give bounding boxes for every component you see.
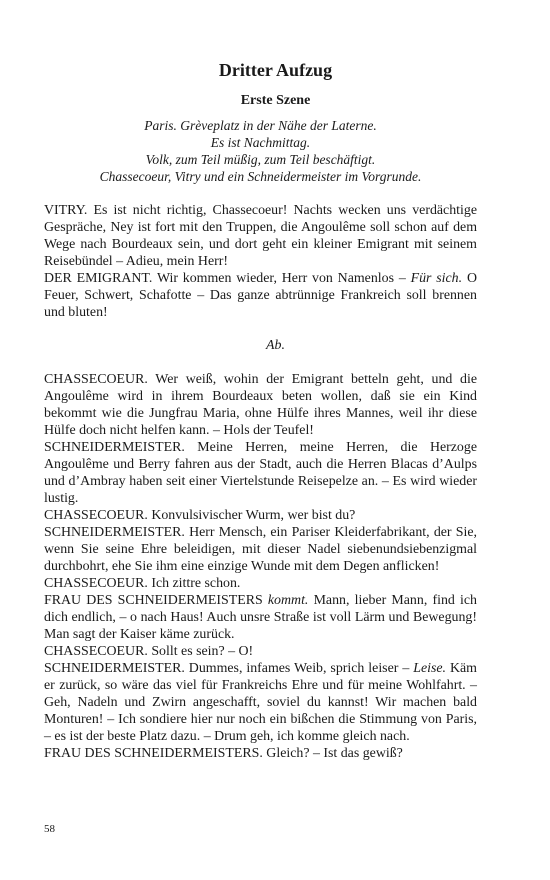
stage-direction-inline: Leise. <box>413 661 447 676</box>
page-number: 58 <box>44 823 55 835</box>
dialogue-text: Mann, lieber Mann, find ich dich endlich, – o nach Haus! Auch unsre Straße ist voll Lärm und Bewegung! Man sagt der Kaiser käme zurück. <box>44 593 477 642</box>
dialogue-line <box>44 745 477 762</box>
speaker-name: FRAU DES SCHNEIDERMEISTERS. <box>44 746 263 761</box>
dialogue-line <box>44 202 477 270</box>
page-content <box>44 60 477 762</box>
dialogue-text: Käm er zurück, so wäre das viel für Frankreichs Ehre und für meine Wohlfahrt. – Geh, Nadeln und Zwirn angeschafft, soviel du kannst! Wir machen bald Monturen! – Ich sondiere hier nur noch ein bißchen die Stimmung von Paris, – es ist der beste Platz dazu. – Drum geh, ich komme gleich nach. <box>44 661 477 744</box>
dialogue-line <box>44 660 477 745</box>
speaker-name: CHASSECOEUR. <box>44 372 148 387</box>
dialogue-line <box>44 507 477 524</box>
setting-line: Volk, zum Teil müßig, zum Teil beschäftigt. <box>145 152 376 167</box>
dialogue-text: Gleich? – Ist das gewiß? <box>266 746 403 761</box>
dialogue-text: Dummes, infames Weib, sprich leiser – <box>188 661 410 676</box>
act-title: Dritter Aufzug <box>218 60 333 80</box>
dialogue-text: Wer weiß, wohin der Emigrant betteln geht, und die Angoulême wird in ihrem Bourdeaux beten wollen, daß sie ein Kind bekommt wie die Jungfrau Maria, ohne Hülfe ihres Mannes, weil ihr diese Hülfe doch nicht helfen kann. – Hols der Teufel! <box>44 372 477 438</box>
dialogue-text: Konvulsivischer Wurm, wer bist du? <box>151 508 356 523</box>
dialogue-text: Sollt es sein? – O! <box>151 644 254 659</box>
dialogue-text: Meine Herren, meine Herren, die Herzoge Angoulême und Berry fahren aus der Stadt, auch die Herren Blacas d’Aulps und d’Ambray haben seit einer Viertelstunde Reisepelze an. – Es wird wieder lustig. <box>44 440 477 506</box>
dialogue-line <box>44 524 477 575</box>
speaker-name: CHASSECOEUR. <box>44 508 148 523</box>
scene-setting <box>44 117 477 185</box>
scene-title: Erste Szene <box>240 93 311 108</box>
speaker-name: DER EMIGRANT. <box>44 271 153 286</box>
speaker-name: VITRY. <box>44 203 88 218</box>
dialogue-block-1 <box>44 202 477 321</box>
stage-direction-inline: kommt. <box>267 593 309 608</box>
dialogue-text: Ich zittre schon. <box>151 576 241 591</box>
setting-line: Paris. Grèveplatz in der Nähe der Laterne. <box>144 118 377 133</box>
dialogue-line <box>44 592 477 643</box>
speaker-name: SCHNEIDERMEISTER. <box>44 525 185 540</box>
dialogue-text: Es ist nicht richtig, Chassecoeur! Nachts wecken uns verdächtige Gespräche, Ney ist fort mit den Truppen, die Angoulême soll schon auf dem Wege nach Bourdeaux sein, und dort geht ein kleiner Emigrant mit seinem Reisebündel – Adieu, mein Herr! <box>44 203 477 269</box>
dialogue-block-2 <box>44 371 477 762</box>
dialogue-text: Herr Mensch, ein Pariser Kleiderfabrikant, der Sie, wenn Sie seine Ehre beleidigen, mit dieser Nadel siebenundsiebenzigmal durchbohrt, ehe Sie ihm eine einzige Wunde mit dem Degen anflicken! <box>44 525 477 574</box>
setting-line: Chassecoeur, Vitry und ein Schneidermeister im Vorgrunde. <box>99 169 422 184</box>
dialogue-line <box>44 575 477 592</box>
speaker-name: CHASSECOEUR. <box>44 576 148 591</box>
setting-line: Es ist Nachmittag. <box>210 135 311 150</box>
stage-direction: Ab. <box>266 338 285 353</box>
stage-direction-inline: Für sich. <box>410 271 463 286</box>
speaker-name: FRAU DES SCHNEIDERMEISTERS <box>44 593 263 608</box>
dialogue-text: O Feuer, Schwert, Schafotte – Das ganze abtrünnige Frankreich soll brennen und bluten! <box>44 271 477 320</box>
speaker-name: CHASSECOEUR. <box>44 644 148 659</box>
dialogue-line <box>44 439 477 507</box>
speaker-name: SCHNEIDERMEISTER. <box>44 440 185 455</box>
dialogue-line <box>44 270 477 321</box>
dialogue-line <box>44 643 477 660</box>
speaker-name: SCHNEIDERMEISTER. <box>44 661 185 676</box>
dialogue-text: Wir kommen wieder, Herr von Namenlos – <box>156 271 406 286</box>
dialogue-line <box>44 371 477 439</box>
